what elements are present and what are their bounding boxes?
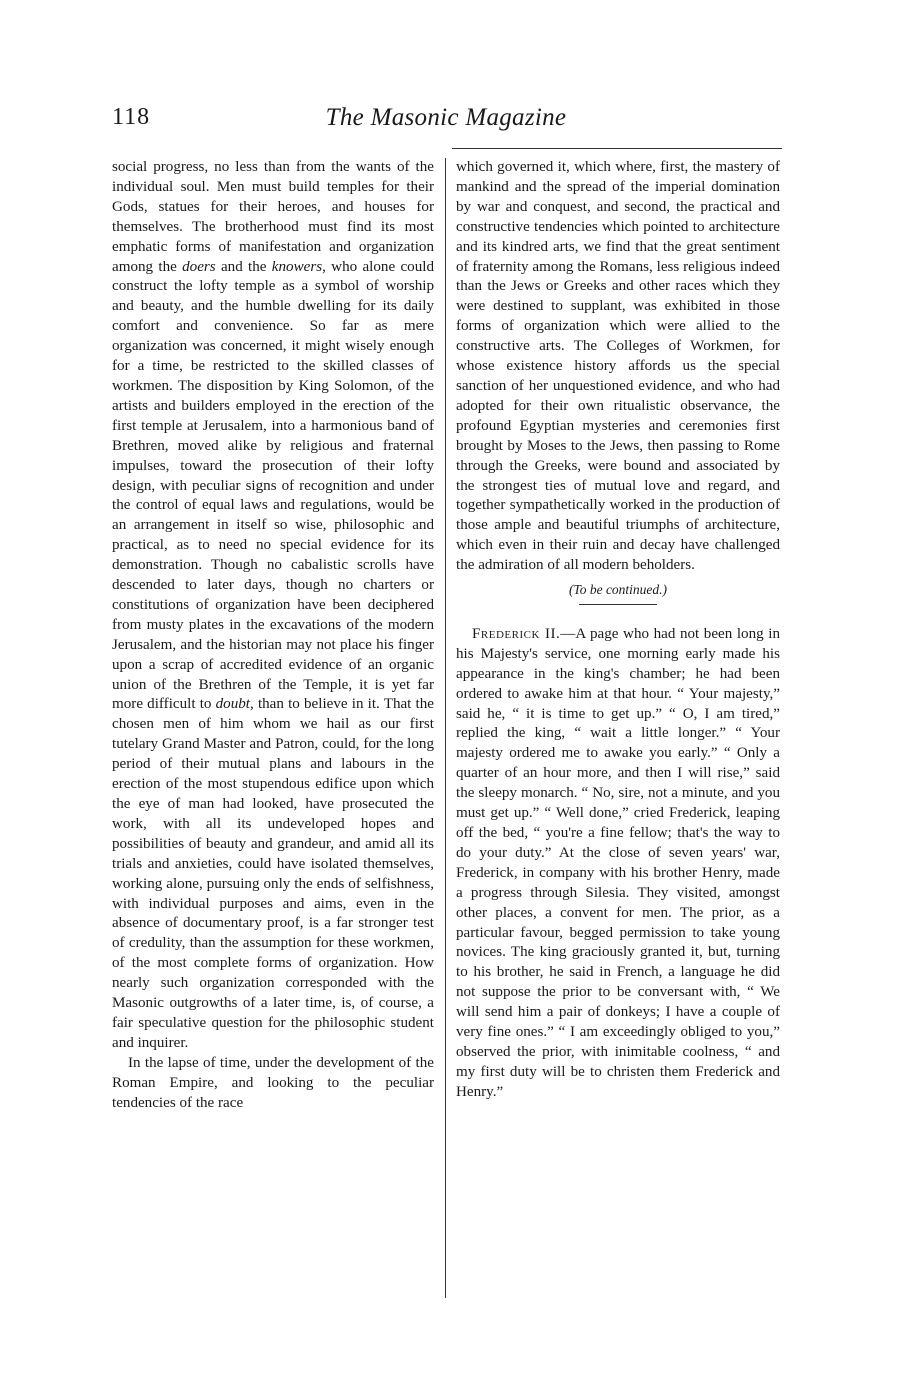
page-header xyxy=(112,104,780,144)
frederick-text: —A page who had not been long in his Majesty's service, one morning early made his appearance in the king's chamber; he had been ordered to awake him at that hour. “ Your majesty,” said he, “ it is time to get up.” “ O, I am tired,” replied the king, “ wait a little longer.” “ Your majesty ordered me to awake you early.” “ Only a quarter of an hour more, and then I will rise,” said the sleepy monarch. “ No, sire, not a minute, and you must get up.” “ Well done,” cried Frederick, leaping off the bed, “ you're a fine fellow; that's the way to do your duty.” At the close of seven years' war, Frederick, in company with his brother Henry, made a progress through Silesia. They visited, amongst other places, a convent for men. The prior, as a particular favour, begged permission to take young novices. The king graciously granted it, but, turning to his brother, he said in French, a language he did not suppose the prior to be conversant with, “ We will send him a pair of donkeys; I have a couple of very fine ones.” “ I am exceedingly obliged to you,” observed the prior, with inimitable coolness, “ and my first duty will be to christen them Frederick and Henry.” xyxy=(456,625,780,1100)
text-run: social progress, no less than from the wants of the individual soul. Men must build temples for their Gods, statues for their heroes, and houses for themselves. The brotherhood must find its most emphatic forms of manifestation and organization among the xyxy=(112,159,434,275)
section-divider xyxy=(579,604,657,605)
to-be-continued-note: (To be continued.) xyxy=(568,582,668,598)
right-column xyxy=(456,158,780,1103)
text-run: and the xyxy=(215,258,272,275)
italic-word-doubt: doubt xyxy=(215,696,250,713)
text-run: , who alone could construct the lofty temple as a symbol of worship and beauty, and the humble dwelling for its daily comfort and convenience. So far as mere organization was concerned, it might wisely enough for a time, be restricted to the skilled classes of workmen. The disposition by King Solomon, of the artists and builders employed in the erection of the first temple at Jerusalem, into a harmonious band of Brethren, moved alike by religious and fraternal impulses, toward the prosecution of their lofty design, with peculiar signs of recognition and under the control of equal laws and regulations, would be an arrangement in itself so wise, philosophic and practical, as to need no special evidence for its demonstration. Though no cabalistic scrolls have descended to later days, though no charters or constitutions of organization have been deciphered from musty plates in the excavations of the modern Jerusalem, and the historian may not place his finger upon a scrap of accredited evidence of an organic union of the Brethren of the Temple, it is yet far more difficult to xyxy=(112,258,434,713)
text-run: , than to believe in it. That the chosen men of him whom we hail as our first tutelary Grand Master and Patron, could, for the long period of their mutual plans and labours in the erection of the most stupendous edifice upon which the eye of man had looked, have prosecuted the work, with all its undeveloped hopes and possibilities of beauty and grandeur, and amid all its trials and anxieties, could have isolated themselves, working alone, pursuing only the ends of selfishness, with individual purposes and aims, even in the absence of documentary proof, is a far stronger test of credulity, than the assumption for these workmen, of the most complete forms of organization. How nearly such organization corresponded with the Masonic outgrowths of a later time, is, of course, a fair speculative question for the philosophic student and inquirer. xyxy=(112,696,434,1051)
running-title: The Masonic Magazine xyxy=(325,104,567,131)
page-number: 118 xyxy=(112,104,151,130)
column-divider xyxy=(445,158,446,1298)
frederick-anecdote xyxy=(456,625,780,1103)
article-body xyxy=(112,158,782,1298)
italic-word-doers: doers xyxy=(182,258,216,275)
left-column xyxy=(112,158,434,1114)
frederick-heading: Frederick II. xyxy=(472,625,561,642)
left-paragraph-1 xyxy=(112,158,434,1054)
column-top-rule xyxy=(452,148,782,149)
right-paragraph-1: which governed it, which where, first, the mastery of mankind and the spread of the imperial domination by war and conquest, and second, the practical and constructive tendencies which pointed to architecture and its kindred arts, we find that the great sentiment of fraternity among the Romans, less religious indeed than the Jews or Greeks and other races which they were destined to supplant, was exhibited in those forms of organization which were allied to the constructive arts. The Colleges of Workmen, for whose existence history affords us the special sanction of her unquestioned evidence, and who had adopted for their own ritualistic observance, the profound Egyptian mysteries and ceremonies first brought by Moses to the Jews, then passing to Rome through the Greeks, were bound and associated by the strongest ties of mutual love and regard, and together sympathetically worked in the production of those ample and beautiful triumphs of architecture, which even in their ruin and decay have challenged the admiration of all modern beholders. xyxy=(456,159,780,574)
left-paragraph-2: In the lapse of time, under the development of the Roman Empire, and looking to the peculiar tendencies of the race xyxy=(112,1054,434,1111)
italic-word-knowers: knowers xyxy=(271,258,323,275)
